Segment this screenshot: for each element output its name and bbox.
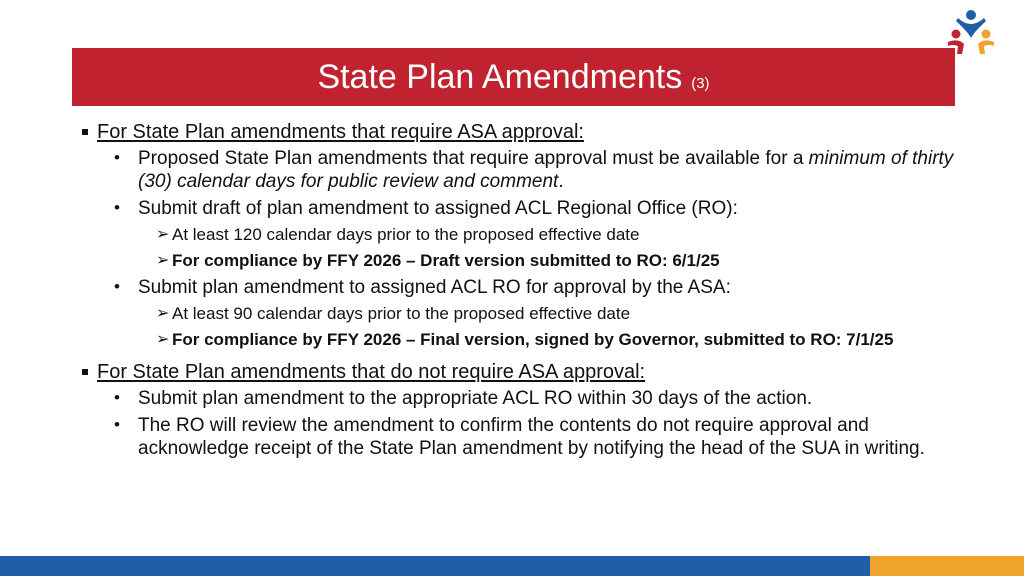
list-item: • Submit draft of plan amendment to assigned ACL Regional Office (RO): [114,198,738,219]
bullet-icon: • [114,198,120,217]
bullet-icon: • [114,277,120,296]
slide-title: State Plan Amendments [317,57,683,96]
bullet-icon: • [114,388,120,407]
arrow-bullet-icon: ➢ [156,252,170,269]
slide-content [80,121,960,460]
square-bullet-icon [82,129,88,135]
slide-number: (3) [691,74,710,92]
sub-list-item: ➢ At least 90 calendar days prior to the proposed effective date [156,304,631,323]
sub-list-item: ➢ At least 120 calendar days prior to the proposed effective date [156,225,640,244]
list-item: • Submit plan amendment to assigned ACL RO for approval by the ASA: [114,277,731,298]
sub-list-item: ➢ For compliance by FFY 2026 – Draft version submitted to RO: 6/1/25 [156,251,720,270]
list-item: • The RO will review the amendment to confirm the contents do not require approval and acknowledge receipt of the State Plan amendment by notifying the head of the SUA in writing. [114,415,925,459]
arrow-bullet-icon: ➢ [156,331,170,348]
section-heading-no-asa-approval: For State Plan amendments that do not require ASA approval: [80,361,960,383]
footer-blue-stripe [0,556,870,576]
arrow-bullet-icon: ➢ [156,226,170,243]
arrow-bullet-icon: ➢ [156,305,170,322]
footer-bar [0,556,1024,576]
section-heading-asa-approval: For State Plan amendments that require ASA approval: [80,121,960,143]
list-item: • Proposed State Plan amendments that require approval must be available for a minimum of thirty (30) calendar days for public review and comment. [114,148,954,192]
list-item: • Submit plan amendment to the appropriate ACL RO within 30 days of the action. [114,388,813,409]
bullet-icon: • [114,415,120,434]
square-bullet-icon [82,369,88,375]
footer-orange-stripe [870,556,1024,576]
bullet-icon: • [114,148,120,167]
sub-list-item: ➢ For compliance by FFY 2026 – Final version, signed by Governor, submitted to RO: 7/1/25 [156,330,894,349]
title-bar [72,48,955,106]
